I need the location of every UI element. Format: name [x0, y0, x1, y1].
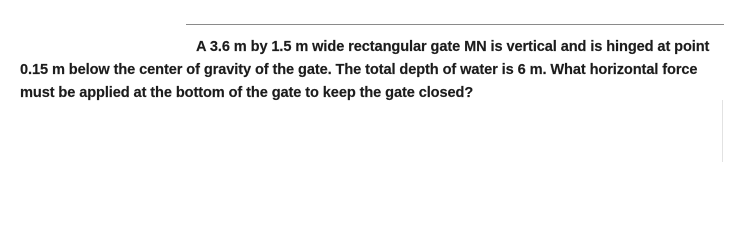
vertical-divider	[722, 100, 723, 162]
problem-line-3: must be applied at the bottom of the gate to keep the gate closed?	[20, 85, 474, 101]
problem-statement	[20, 36, 720, 105]
problem-line-2: 0.15 m below the center of gravity of the gate. The total depth of water is 6 m. What horizontal force	[20, 62, 698, 78]
problem-line-1: A 3.6 m by 1.5 m wide rectangular gate MN is vertical and is hinged at point	[196, 39, 710, 55]
horizontal-divider	[186, 24, 724, 25]
